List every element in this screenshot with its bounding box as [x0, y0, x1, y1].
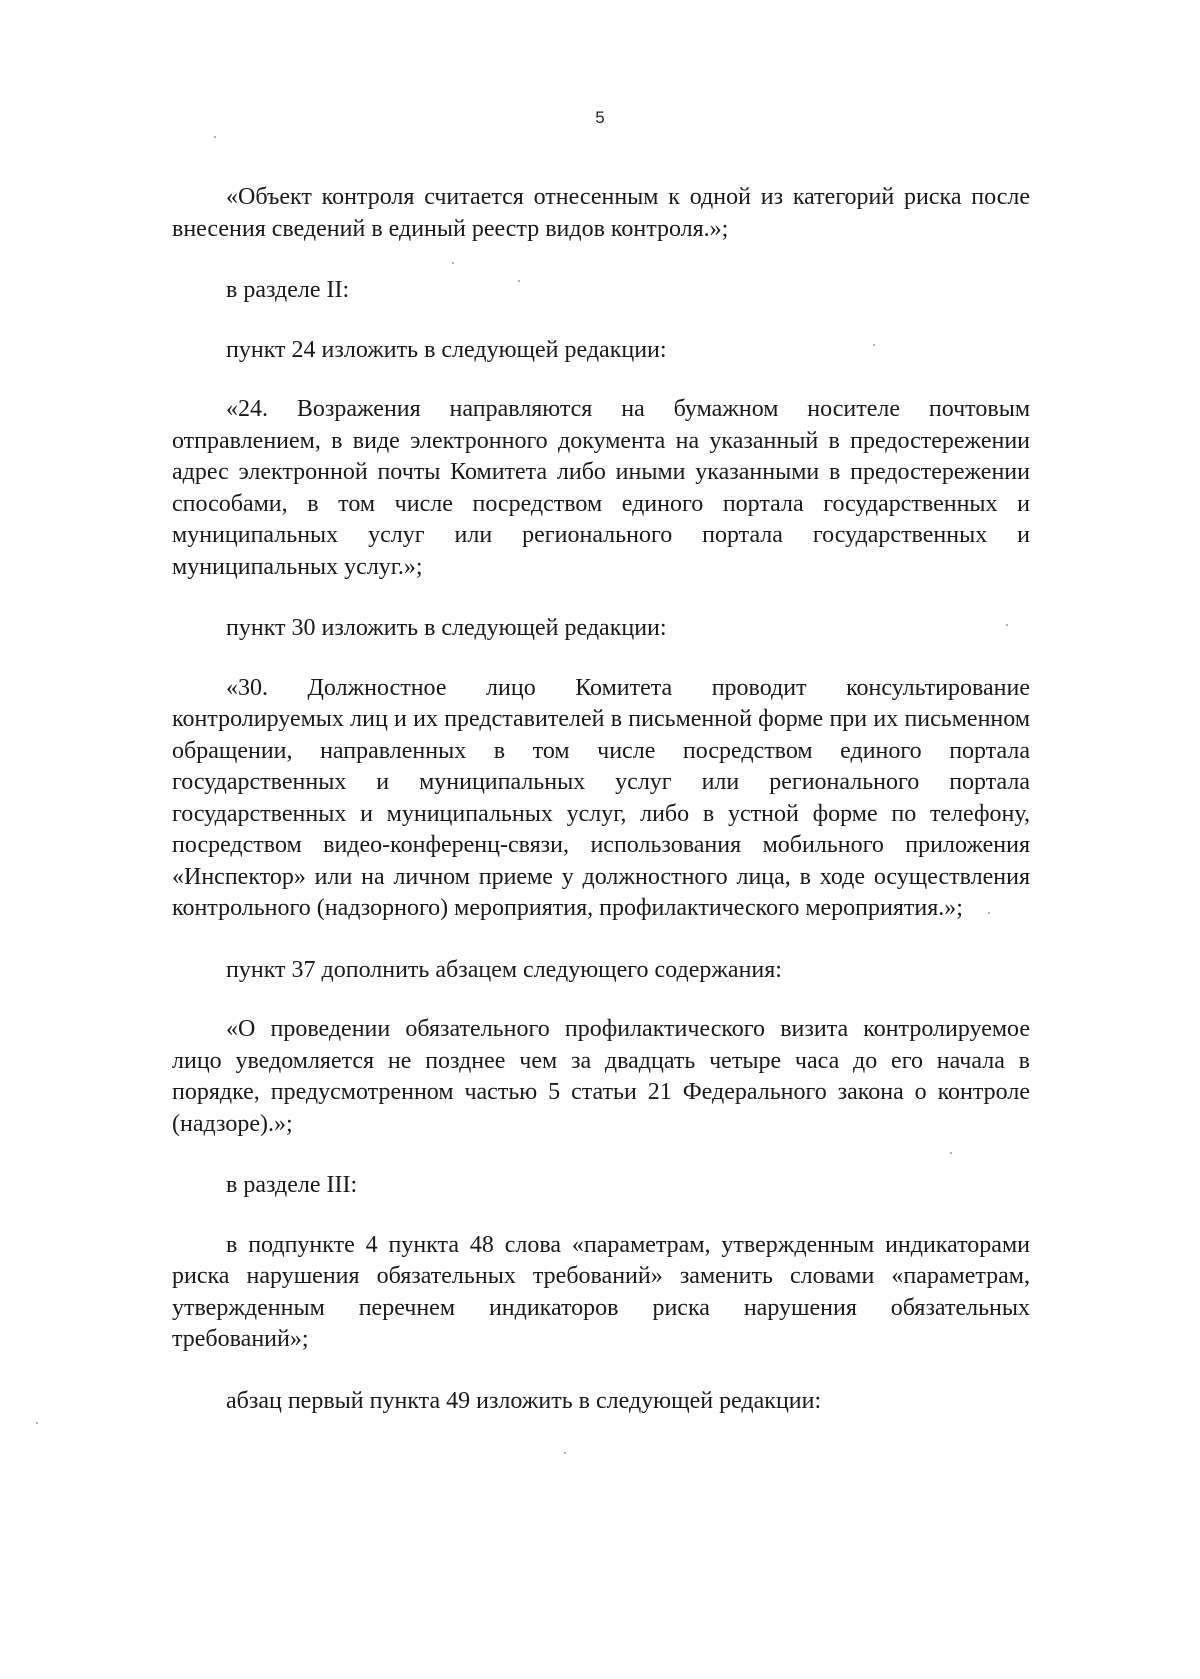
scan-speck [452, 262, 454, 264]
scan-speck [988, 912, 990, 914]
paragraph-point-30-text: «30. Должностное лицо Комитета проводит консультирование контролируемых лиц и их представителей в письменной форме при их письменном обращении, направленных в том числе посредством единого портала государственных и муниципальных услуг или регионального портала государственных и муниципальных услуг, либо в устной форме по телефону, посредством видео-конференц-связи, использования мобильного приложения «Инспектор» или на личном приеме у должностного лица, в ходе осуществления контрольного (надзорного) мероприятия, профилактического мероприятия.»; [172, 674, 1030, 921]
section-iii-heading: в разделе III: [226, 1172, 358, 1198]
paragraph-point-37-text: «О проведении обязательного профилактического визита контролируемое лицо уведомляется не позднее чем за двадцать четыре часа до его начала в порядке, предусмотренном частью 5 статьи 21 Федерального закона о контроле (надзоре).»; [172, 1016, 1030, 1137]
scan-speck [518, 280, 520, 282]
paragraph-risk-category-quote: «Объект контроля считается отнесенным к одной из категорий риска после внесения сведений в единый реестр видов контроля.»; [172, 184, 1030, 242]
scan-speck [36, 1422, 38, 1424]
scan-speck [564, 1452, 566, 1454]
section-ii-heading: в разделе II: [226, 277, 350, 303]
instruction-point-24: пункт 24 изложить в следующей редакции: [226, 336, 667, 363]
document-body [172, 182, 1030, 1417]
instruction-point-49: абзац первый пункта 49 изложить в следующей редакции: [226, 1387, 822, 1414]
scan-speck [1006, 624, 1008, 626]
instruction-point-30: пункт 30 изложить в следующей редакции: [226, 615, 667, 641]
scan-speck [950, 1152, 952, 1154]
instruction-point-37: пункт 37 дополнить абзацем следующего содержания: [226, 956, 782, 983]
paragraph-point-48-amendment: в подпункте 4 пункта 48 слова «параметрам, утвержденным индикаторами риска нарушения обязательных требований» заменить словами «параметрам, утвержденным перечнем индикаторов риска нарушения обязательных требований»; [172, 1231, 1030, 1352]
scan-speck [873, 344, 875, 346]
paragraph-point-24-text: «24. Возражения направляются на бумажном носителе почтовым отправлением, в виде электронного документа на указанный в предостережении адрес электронной почты Комитета либо иными указанными в предостережении способами, в том числе посредством единого портала государственных и муниципальных услуг или регионального портала государственных и муниципальных услуг.»; [172, 396, 1030, 580]
page-number: 5 [595, 108, 605, 127]
scan-speck [214, 136, 216, 138]
